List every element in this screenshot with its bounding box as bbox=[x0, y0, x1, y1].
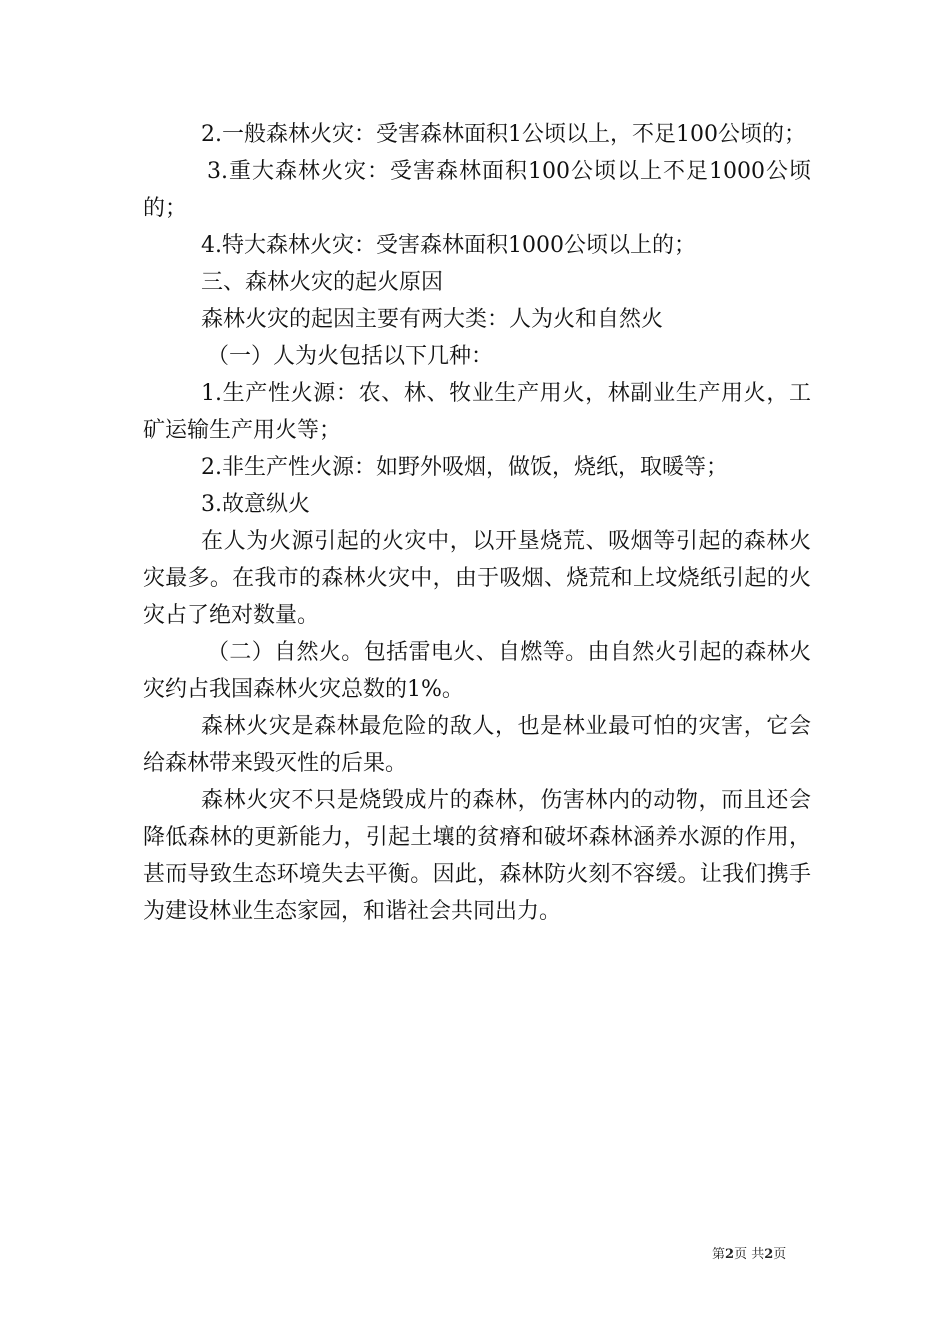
paragraph-fire-danger: 森林火灾是森林最危险的敌人，也是林业最可怕的灾害，它会给森林带来毁灭性的后果。 bbox=[143, 714, 811, 776]
paragraph-major-fire: 3.重大森林火灾：受害森林面积100公顷以上不足1000公顷的； bbox=[143, 159, 811, 221]
paragraph-non-production-fire: 2.非生产性火源：如野外吸烟，做饭，烧纸，取暖等； bbox=[201, 455, 728, 480]
paragraph-extreme-fire: 4.特大森林火灾：受害森林面积1000公顷以上的； bbox=[201, 233, 696, 258]
subheading-natural-fire: （二）自然火。包括雷电火、自燃等。由自然火引起的森林火灾约占我国森林火灾总数的1%。 bbox=[143, 640, 811, 702]
paragraph-human-fire-stats: 在人为火源引起的火灾中，以开垦烧荒、吸烟等引起的森林火灾最多。在我市的森林火灾中，由于吸烟、烧荒和上坟烧纸引起的火灾占了绝对数量。 bbox=[143, 529, 811, 628]
paragraph-general-fire: 2.一般森林火灾：受害森林面积1公顷以上，不足100公顷的； bbox=[201, 122, 806, 147]
subheading-human-fire: （一）人为火包括以下几种： bbox=[207, 344, 494, 369]
footer-prefix: 第 bbox=[712, 1247, 726, 1262]
footer-suffix: 页 bbox=[773, 1247, 787, 1262]
paragraph-production-fire: 1.生产性火源：农、林、牧业生产用火，林副业生产用火，工矿运输生产用火等； bbox=[143, 381, 811, 443]
footer-middle: 页 共 bbox=[734, 1247, 765, 1262]
footer-current-page: 2 bbox=[725, 1247, 735, 1262]
footer-total-pages: 2 bbox=[764, 1247, 774, 1262]
paragraph-cause-types: 森林火灾的起因主要有两大类：人为火和自然火 bbox=[201, 307, 664, 332]
paragraph-arson: 3.故意纵火 bbox=[201, 492, 310, 517]
paragraph-fire-consequences: 森林火灾不只是烧毁成片的森林，伤害林内的动物，而且还会降低森林的更新能力，引起土壤的贫瘠和破坏森林涵养水源的作用，甚而导致生态环境失去平衡。因此，森林防火刻不容缓。让我们携手为建设林业生态家园，和谐社会共同出力。 bbox=[143, 788, 811, 924]
document-body bbox=[143, 116, 811, 930]
page-number-footer bbox=[712, 1247, 786, 1263]
section-heading-fire-causes: 三、森林火灾的起火原因 bbox=[201, 270, 444, 295]
